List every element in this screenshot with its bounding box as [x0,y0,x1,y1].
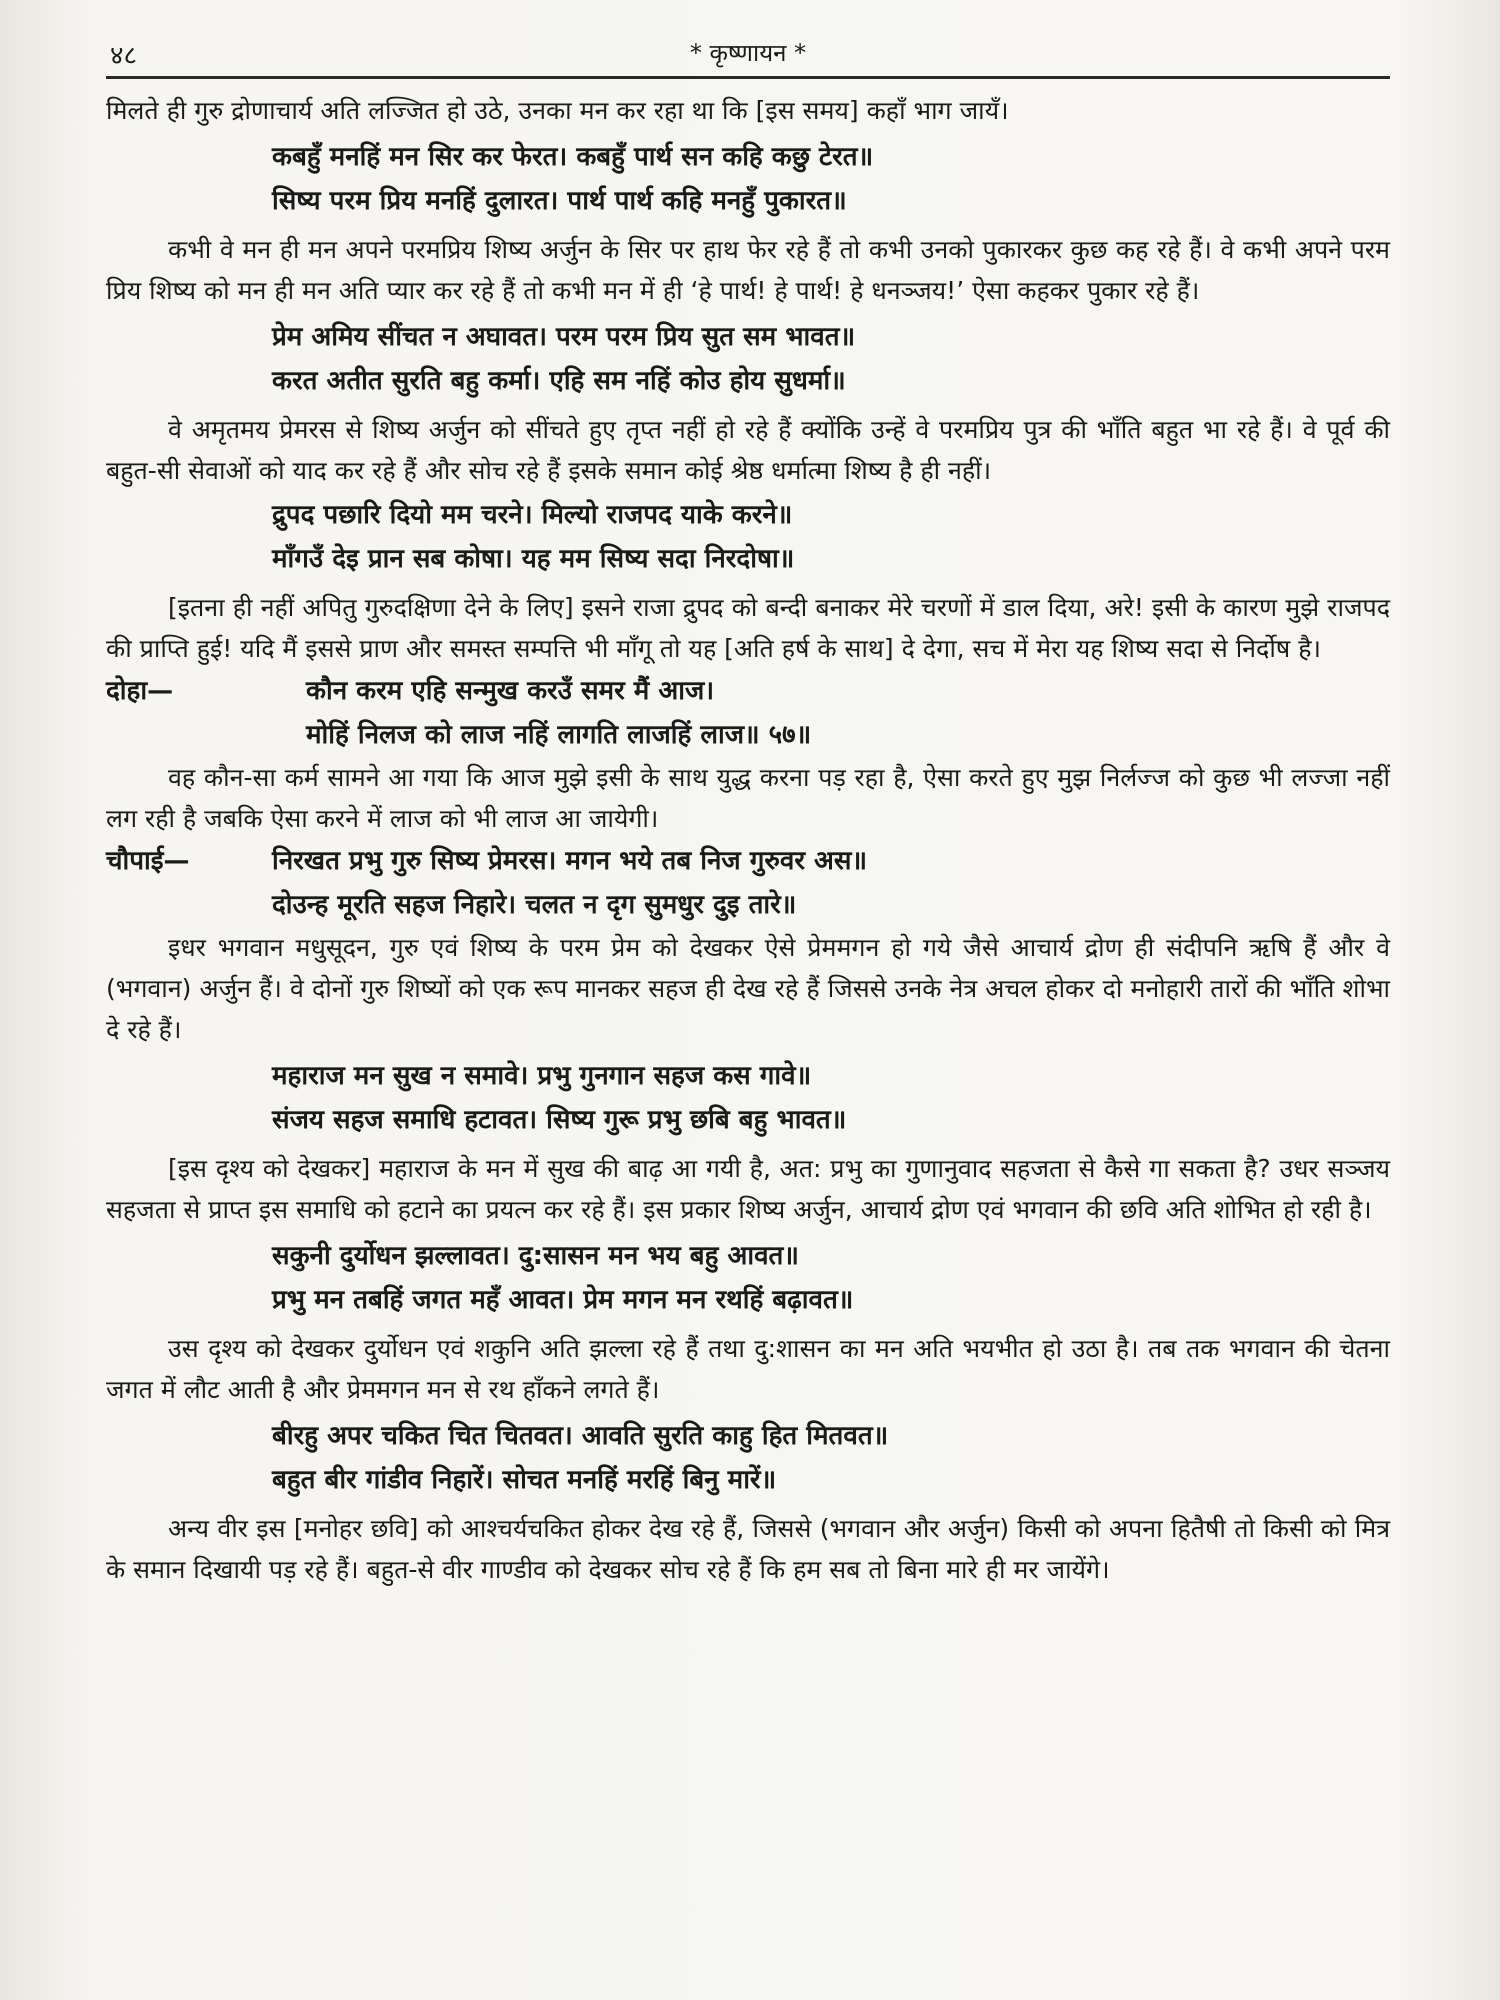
chaupai-lines [272,839,1390,927]
chaupai-stanza [106,839,1390,927]
verse-line: दोउन्ह मूरति सहज निहारे। चलत न दृग सुमधुर दुइ तारे॥ [272,890,797,920]
verse-stanza [106,1234,1390,1322]
verse-line: सिष्य परम प्रिय मनहिं दुलारत। पार्थ पार्थ कहि मनहुँ पुकारत॥ [272,186,847,216]
doha-label: दोहा— [106,676,174,706]
verse-line: माँगउँ देइ प्रान सब कोषा। यह मम सिष्य सदा निरदोषा॥ [272,544,795,574]
verse-line: बहुत बीर गांडीव निहारें। सोचत मनहिं मरहिं बिनु मारें॥ [272,1465,777,1495]
verse-line: प्रभु मन तबहिं जगत महँ आवत। प्रेम मगन मन रथहिं बढ़ावत॥ [272,1285,854,1315]
chaupai-label: चौपाई— [106,846,190,876]
prose-paragraph: [इतना ही नहीं अपितु गुरुदक्षिणा देने के लिए] इसने राजा द्रुपद को बन्दी बनाकर मेरे चरणों में डाल दिया, अरे! इसी के कारण मुझे राजपद की प्राप्ति हुई! यदि मैं इससे प्राण और समस्त सम्पत्ति भी माँगू तो यह [अति हर्ष के साथ] दे देगा, सच में मेरा यह शिष्य सदा से निर्दोष है। [106,593,1390,663]
verse-line: संजय सहज समाधि हटावत। सिष्य गुरू प्रभु छबि बहु भावत॥ [272,1105,847,1135]
verse-line: प्रेम अमिय सींचत न अघावत। परम परम प्रिय सुत सम भावत॥ [272,322,856,352]
prose-paragraph: मिलते ही गुरु द्रोणाचार्य अति लज्जित हो उठे, उनका मन कर रहा था कि [इस समय] कहाँ भाग जायँ। [106,96,1009,125]
prose-paragraph: अन्य वीर इस [मनोहर छवि] को आश्चर्यचकित होकर देख रहे हैं, जिससे (भगवान और अर्जुन) किसी को अपना हितैषी तो किसी को मित्र के समान दिखायी पड़ रहे हैं। बहुत-से वीर गाण्डीव को देखकर सोच रहे हैं कि हम सब तो बिना मारे ही मर जायेंगे। [106,1514,1390,1584]
prose-paragraph: उस दृश्य को देखकर दुर्योधन एवं शकुनि अति झल्ला रहे हैं तथा दु:शासन का मन अति भयभीत हो उठा है। तब तक भगवान की चेतना जगत में लौट आती है और प्रेममगन मन से रथ हाँकने लगते हैं। [106,1334,1390,1404]
verse-line: द्रुपद पछारि दियो मम चरने। मिल्यो राजपद याके करने॥ [272,500,793,530]
page-body [106,90,1390,1590]
verse-stanza [106,493,1390,581]
verse-stanza [106,1414,1390,1502]
verse-line: मोहिं निलज को लाज नहिं लागति लाजहिं लाज॥ ५७॥ [306,720,812,750]
verse-line: कौन करम एहि सन्मुख करउँ समर मैं आज। [306,676,715,706]
verse-line: सकुनी दुर्योधन झल्लावत। दु:सासन मन भय बहु आवत॥ [272,1241,799,1271]
prose-paragraph: वह कौन-सा कर्म सामने आ गया कि आज मुझे इसी के साथ युद्ध करना पड़ रहा है, ऐसा करते हुए मुझ निर्लज्ज को कुछ भी लज्जा नहीं लग रही है जबकि ऐसा करने में लाज को भी लाज आ जायेगी। [106,763,1390,833]
verse-line: बीरहु अपर चकित चित चितवत। आवति सुरति काहु हित मितवत॥ [272,1421,889,1451]
verse-stanza [106,135,1390,223]
running-title: * कृष्णायन * [689,39,807,67]
page-header [106,30,1390,78]
verse-line: कबहुँ मनहिं मन सिर कर फेरत। कबहुँ पार्थ सन कहि कछु टेरत॥ [272,142,874,172]
doha-stanza [106,669,1390,757]
doha-lines [272,669,1390,757]
verse-stanza [106,1054,1390,1142]
verse-line: महाराज मन सुख न समावे। प्रभु गुनगान सहज कस गावे॥ [272,1061,812,1091]
verse-stanza [106,315,1390,403]
prose-paragraph: कभी वे मन ही मन अपने परमप्रिय शिष्य अर्जुन के सिर पर हाथ फेर रहे हैं तो कभी उनको पुकारकर कुछ कह रहे हैं। वे कभी अपने परम प्रिय शिष्य को मन ही मन अति प्यार कर रहे हैं तो कभी मन में ही ‘हे पार्थ! हे पार्थ! हे धनञ्जय!’ ऐसा कहकर पुकार रहे हैं। [106,235,1390,305]
prose-paragraph: [इस दृश्य को देखकर] महाराज के मन में सुख की बाढ़ आ गयी है, अत: प्रभु का गुणानुवाद सहजता से कैसे गा सकता है? उधर सञ्जय सहजता से प्राप्त इस समाधि को हटाने का प्रयत्न कर रहे हैं। इस प्रकार शिष्य अर्जुन, आचार्य द्रोण एवं भगवान की छवि अति शोभित हो रही है। [106,1154,1390,1224]
page-number: ४८ [110,41,138,71]
prose-paragraph: इधर भगवान मधुसूदन, गुरु एवं शिष्य के परम प्रेम को देखकर ऐसे प्रेममगन हो गये जैसे आचार्य द्रोण ही संदीपनि ऋषि हैं और वे (भगवान) अर्जुन हैं। वे दोनों गुरु शिष्यों को एक रूप मानकर सहज ही देख रहे हैं जिससे उनके नेत्र अचल होकर दो मनोहारी तारों की भाँति शोभा दे रहे हैं। [106,933,1390,1044]
verse-line: निरखत प्रभु गुरु सिष्य प्रेमरस। मगन भये तब निज गुरुवर अस॥ [272,846,868,876]
verse-line: करत अतीत सुरति बहु कर्मा। एहि सम नहिं कोउ होय सुधर्मा॥ [272,366,846,396]
header-rule [106,76,1390,79]
prose-paragraph: वे अमृतमय प्रेमरस से शिष्य अर्जुन को सींचते हुए तृप्त नहीं हो रहे हैं क्योंकि उन्हें वे परमप्रिय पुत्र की भाँति बहुत भा रहे हैं। वे पूर्व की बहुत-सी सेवाओं को याद कर रहे हैं और सोच रहे हैं इसके समान कोई श्रेष्ठ धर्मात्मा शिष्य है ही नहीं। [106,415,1390,485]
